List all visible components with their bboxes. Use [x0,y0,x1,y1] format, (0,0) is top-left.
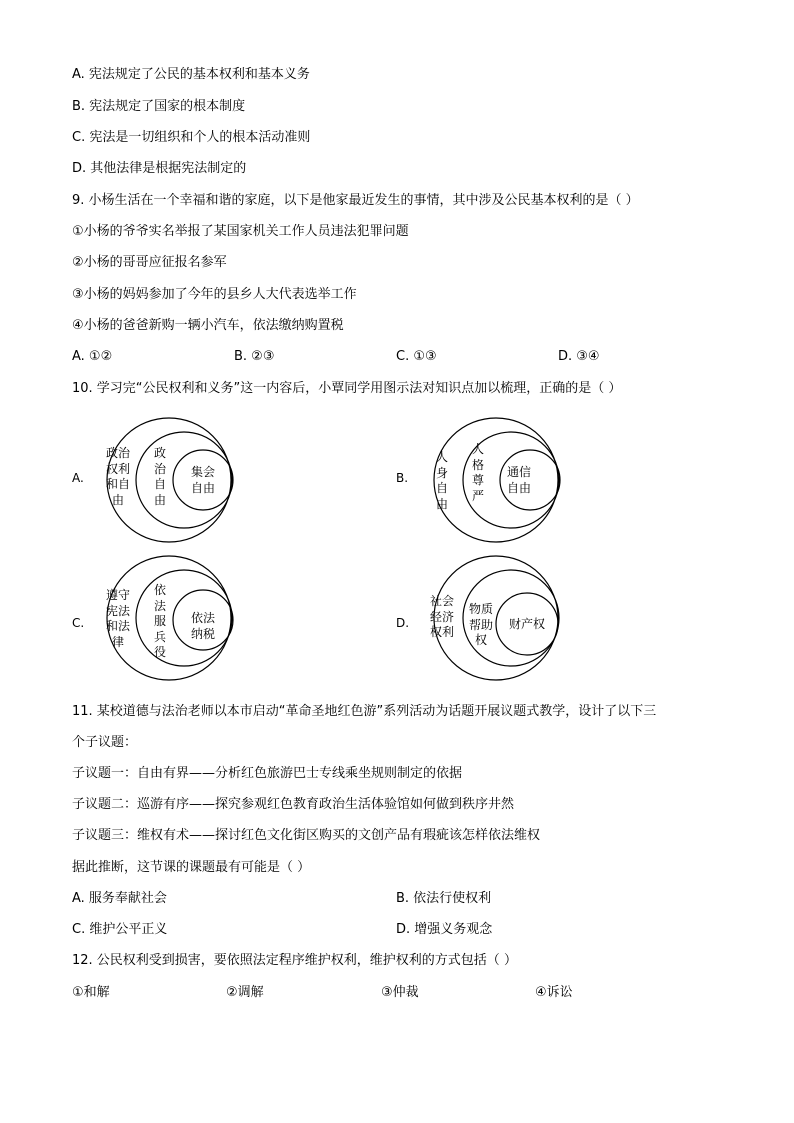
q11-sub-2: 子议题二：巡游有序——探究参观红色教育政治生活体验馆如何做到秩序井然 [72,797,515,812]
q10-diagram-d-letter: D. [396,616,410,630]
q11-option-c: C. 维护公平正义 [72,922,168,937]
diagram-c-middle-label: 依 法 服 兵 役 [153,583,166,659]
diagram-a-inner-label: 集会 自由 [190,465,215,495]
q9-item-4: ④小杨的爸爸新购一辆小汽车，依法缴纳购置税 [72,318,344,333]
q12-item-4: ④诉讼 [535,985,573,1000]
q9-option-c: C. ①③ [396,349,437,364]
q9-option-b: B. ②③ [234,349,275,364]
q10-diagram-a-letter: A. [72,471,84,485]
q11-option-d: D. 增强义务观念 [396,922,493,937]
q11-sub-1: 子议题一：自由有界——分析红色旅游巴士专线乘坐规则制定的依据 [72,766,463,781]
q10-diagram-c-letter: C. [72,616,85,630]
q8-option-d: D. 其他法律是根据宪法制定的 [72,161,247,176]
q12-item-2: ②调解 [226,985,264,1000]
q11-option-b: B. 依法行使权利 [396,891,492,906]
q9-option-a: A. ①② [72,349,113,364]
q9-item-3: ③小杨的妈妈参加了今年的县乡人大代表选举工作 [72,287,357,302]
q11-question: 据此推断，这节课的课题最有可能是（ ） [72,860,311,875]
q10-diagram-b-letter: B. [396,471,409,485]
q12-item-1: ①和解 [72,985,110,1000]
diagram-c-inner-label: 依法 纳税 [190,611,215,641]
q11-stem-line1: 11. 某校道德与法治老师以本市启动“革命圣地红色游”系列活动为话题开展议题式教学，设计了以下三 [72,704,657,719]
q11-sub-3: 子议题三：维权有术——探讨红色文化街区购买的文创产品有瑕疵该怎样依法维权 [72,828,541,843]
q9-item-1: ①小杨的爷爷实名举报了某国家机关工作人员违法犯罪问题 [72,224,409,239]
diagram-d-outer-label: 社会 经济 权利 [429,594,454,639]
q8-option-b: B. 宪法规定了国家的根本制度 [72,99,246,114]
q9-stem: 9. 小杨生活在一个幸福和谐的家庭，以下是他家最近发生的事情，其中涉及公民基本权利的是（ ） [72,193,639,208]
q12-stem: 12. 公民权利受到损害，要依照法定程序维护权利，维护权利的方式包括（ ） [72,953,517,968]
q10-diagram-d [423,556,573,681]
q11-stem-line2: 个子议题： [72,735,138,750]
q10-stem: 10. 学习完“公民权利和义务”这一内容后，小覃同学用图示法对知识点加以梳理，正确的是（ ） [72,381,622,396]
diagram-d-middle-label: 物质 帮助 权 [468,602,493,647]
q10-diagram-b [423,418,573,543]
diagram-c-outer-label: 遵守 宪法 和法 律 [105,588,130,649]
q9-option-d: D. ③④ [558,349,600,364]
q9-item-2: ②小杨的哥哥应征报名参军 [72,255,227,270]
q12-item-3: ③仲裁 [381,985,419,1000]
q11-option-a: A. 服务奉献社会 [72,891,167,906]
q10-diagram-c [96,556,246,681]
diagram-b-inner-label: 通信 自由 [506,465,531,495]
q10-diagram-a [96,418,246,543]
diagram-b-middle-label: 人 格 尊 严 [471,442,484,503]
diagram-b-outer-label: 人 身 自 由 [435,450,448,511]
diagram-a-middle-label: 政 治 自 由 [153,446,166,507]
q8-option-a: A. 宪法规定了公民的基本权利和基本义务 [72,67,310,82]
q8-option-c: C. 宪法是一切组织和个人的根本活动准则 [72,130,311,145]
diagram-a-outer-label: 政治 权利 和自 由 [105,446,130,507]
diagram-d-inner-label: 财产权 [508,617,545,631]
